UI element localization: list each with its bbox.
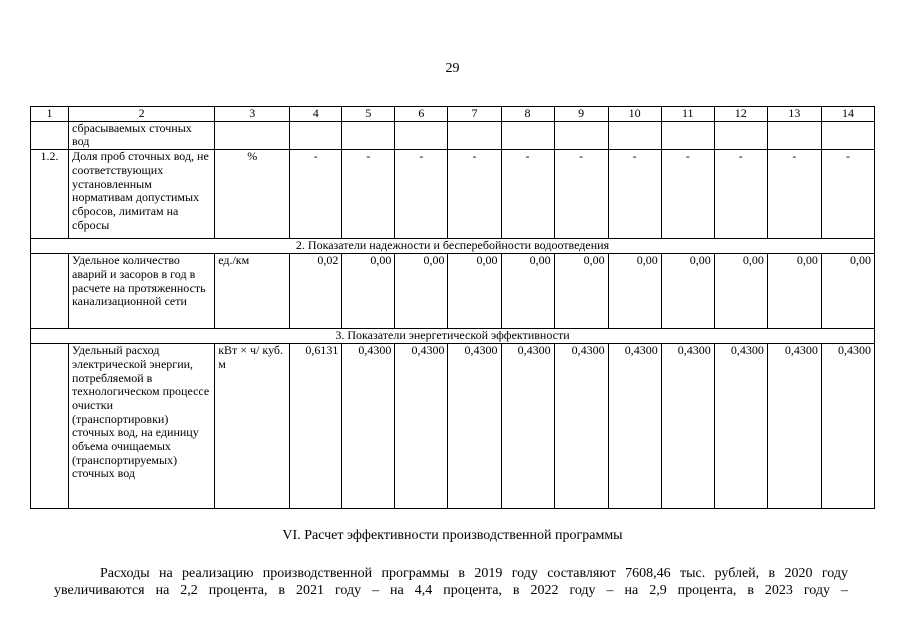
value-cell: - bbox=[342, 150, 395, 239]
value-cell: 0,00 bbox=[342, 254, 395, 329]
unit-cell bbox=[215, 121, 290, 149]
value-cell bbox=[501, 121, 554, 149]
table-row bbox=[31, 150, 875, 239]
value-cell: - bbox=[821, 150, 874, 239]
value-cell: 0,00 bbox=[661, 254, 714, 329]
header-cell: 1 bbox=[31, 107, 69, 122]
value-cell: 0,4300 bbox=[661, 344, 714, 509]
section-title: 3. Показатели энергетической эффективности bbox=[31, 329, 875, 344]
header-cell: 14 bbox=[821, 107, 874, 122]
table-row bbox=[31, 254, 875, 329]
section-row bbox=[31, 329, 875, 344]
value-cell: - bbox=[501, 150, 554, 239]
paragraph-line: Расходы на реализацию производственной программы в 2019 году составляют 7608,46 тыс. рублей, в 2020 году bbox=[100, 566, 848, 581]
indicator-name: Удельное количество аварий и засоров в год в расчете на протяженность канализационной сети bbox=[69, 254, 215, 329]
header-cell: 11 bbox=[661, 107, 714, 122]
value-cell: 0,4300 bbox=[821, 344, 874, 509]
value-cell: 0,4300 bbox=[448, 344, 501, 509]
value-cell: 0,00 bbox=[501, 254, 554, 329]
value-cell: - bbox=[608, 150, 661, 239]
value-cell bbox=[821, 121, 874, 149]
value-cell: 0,00 bbox=[554, 254, 608, 329]
value-cell bbox=[290, 121, 342, 149]
value-cell: - bbox=[554, 150, 608, 239]
unit-cell: % bbox=[215, 150, 290, 239]
value-cell bbox=[342, 121, 395, 149]
value-cell: 0,4300 bbox=[608, 344, 661, 509]
section-title: 2. Показатели надежности и бесперебойности водоотведения bbox=[31, 239, 875, 254]
indicators-table bbox=[30, 106, 875, 509]
header-cell: 6 bbox=[395, 107, 448, 122]
value-cell bbox=[661, 121, 714, 149]
value-cell: - bbox=[290, 150, 342, 239]
row-number: 1.2. bbox=[31, 150, 69, 239]
header-cell: 7 bbox=[448, 107, 501, 122]
value-cell bbox=[448, 121, 501, 149]
row-number bbox=[31, 254, 69, 329]
header-cell: 13 bbox=[767, 107, 821, 122]
value-cell: - bbox=[448, 150, 501, 239]
value-cell: 0,00 bbox=[714, 254, 767, 329]
value-cell: 0,4300 bbox=[342, 344, 395, 509]
value-cell: 0,00 bbox=[448, 254, 501, 329]
row-number bbox=[31, 344, 69, 509]
header-cell: 12 bbox=[714, 107, 767, 122]
section-heading: VI. Расчет эффективности производственной программы bbox=[282, 528, 623, 543]
value-cell bbox=[608, 121, 661, 149]
section-row bbox=[31, 239, 875, 254]
value-cell: 0,4300 bbox=[395, 344, 448, 509]
value-cell: 0,4300 bbox=[501, 344, 554, 509]
header-cell: 9 bbox=[554, 107, 608, 122]
value-cell bbox=[767, 121, 821, 149]
unit-cell: ед./км bbox=[215, 254, 290, 329]
header-cell: 8 bbox=[501, 107, 554, 122]
value-cell: 0,6131 bbox=[290, 344, 342, 509]
unit-cell: кВт × ч/ куб. м bbox=[215, 344, 290, 509]
value-cell: 0,02 bbox=[290, 254, 342, 329]
value-cell: 0,00 bbox=[767, 254, 821, 329]
value-cell: - bbox=[767, 150, 821, 239]
header-cell: 2 bbox=[69, 107, 215, 122]
indicator-name: сбрасываемых сточных вод bbox=[69, 121, 215, 149]
value-cell: - bbox=[661, 150, 714, 239]
value-cell bbox=[714, 121, 767, 149]
value-cell: - bbox=[714, 150, 767, 239]
header-cell: 3 bbox=[215, 107, 290, 122]
value-cell: 0,00 bbox=[821, 254, 874, 329]
value-cell: 0,4300 bbox=[767, 344, 821, 509]
value-cell: 0,00 bbox=[395, 254, 448, 329]
value-cell: - bbox=[395, 150, 448, 239]
value-cell bbox=[554, 121, 608, 149]
body-paragraph bbox=[54, 565, 848, 599]
indicator-name: Удельный расход электрической энергии, потребляемой в технологическом процессе очистки (транспортировки) сточных вод, на единицу объема очищаемых (транспортируемых) сточных вод bbox=[69, 344, 215, 509]
header-cell: 10 bbox=[608, 107, 661, 122]
table-row bbox=[31, 344, 875, 509]
value-cell bbox=[395, 121, 448, 149]
header-cell: 5 bbox=[342, 107, 395, 122]
indicator-name: Доля проб сточных вод, не соответствующих установленным нормативам допустимых сбросов, лимитам на сбросы bbox=[69, 150, 215, 239]
table-row bbox=[31, 121, 875, 149]
paragraph-line: увеличиваются на 2,2 процента, в 2021 году – на 4,4 процента, в 2022 году – на 2,9 процента, в 2023 году – bbox=[54, 583, 848, 598]
table-header-row bbox=[31, 107, 875, 122]
value-cell: 0,4300 bbox=[714, 344, 767, 509]
value-cell: 0,00 bbox=[608, 254, 661, 329]
value-cell: 0,4300 bbox=[554, 344, 608, 509]
row-number bbox=[31, 121, 69, 149]
page-number: 29 bbox=[445, 61, 460, 76]
header-cell: 4 bbox=[290, 107, 342, 122]
